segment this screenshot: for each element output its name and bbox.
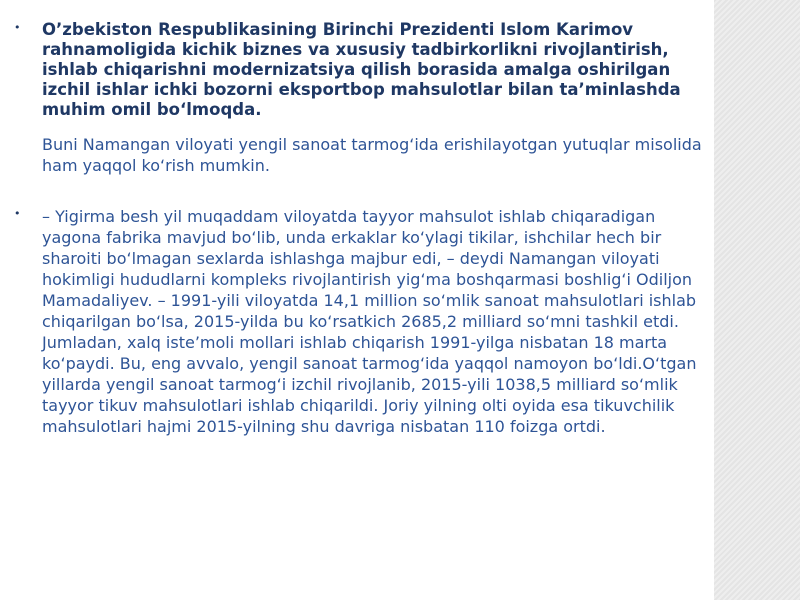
paragraph-example: Buni Namangan viloyati yengil sanoat tarmog‘ida erishilayotgan yutuqlar misolida ham yaqqol ko‘rish mumkin. <box>42 135 702 175</box>
paragraph-intro: O’zbekiston Respublikasining Birinchi Prezidenti Islom Karimov rahnamoligida kichik biznes va xususiy tadbirkorlikni rivojlantirish, ishlab chiqarishni modernizatsiya qilish borasida amalga oshirilgan izchil ishlar ichki bozorni eksportbop mahsulotlar bilan ta’minlashda muhim omil bo‘lmoqda. <box>42 20 681 119</box>
slide-content <box>14 20 704 437</box>
bullet-icon: • <box>14 21 21 34</box>
decorative-side-strip <box>714 0 800 600</box>
bullet-icon: • <box>14 207 21 220</box>
bullet-item-2 <box>14 206 704 437</box>
bullet-item-1 <box>14 20 704 176</box>
paragraph-quote: – Yigirma besh yil muqaddam viloyatda tayyor mahsulot ishlab chiqaradigan yagona fabrika mavjud bo‘lib, unda erkaklar ko‘ylagi tikilar, ishchilar hech bir sharoiti bo‘lmagan sexlarda ishlashga majbur edi, – deydi Namangan viloyati hokimligi hududlarni kompleks rivojlantirish yig‘ma boshqarmasi boshlig‘i Odiljon Mamadaliyev. – 1991-yili viloyatda 14,1 million so‘mlik sanoat mahsulotlari ishlab chiqarilgan bo‘lsa, 2015-yilda bu ko‘rsatkich 2685,2 milliard so‘mni tashkil etdi. Jumladan, xalq iste’moli mollari ishlab chiqarish 1991-yilga nisbatan 18 marta ko‘paydi. Bu, eng avvalo, yengil sanoat tarmog‘ida yaqqol namoyon bo‘ldi.O‘tgan yillarda yengil sanoat tarmog‘i izchil rivojlanib, 2015-yili 1038,5 milliard so‘mlik tayyor tikuv mahsulotlari ishlab chiqarildi. Joriy yilning olti oyida esa tikuvchilik mahsulotlari hajmi 2015-yilning shu davriga nisbatan 110 foizga ortdi. <box>42 207 697 436</box>
